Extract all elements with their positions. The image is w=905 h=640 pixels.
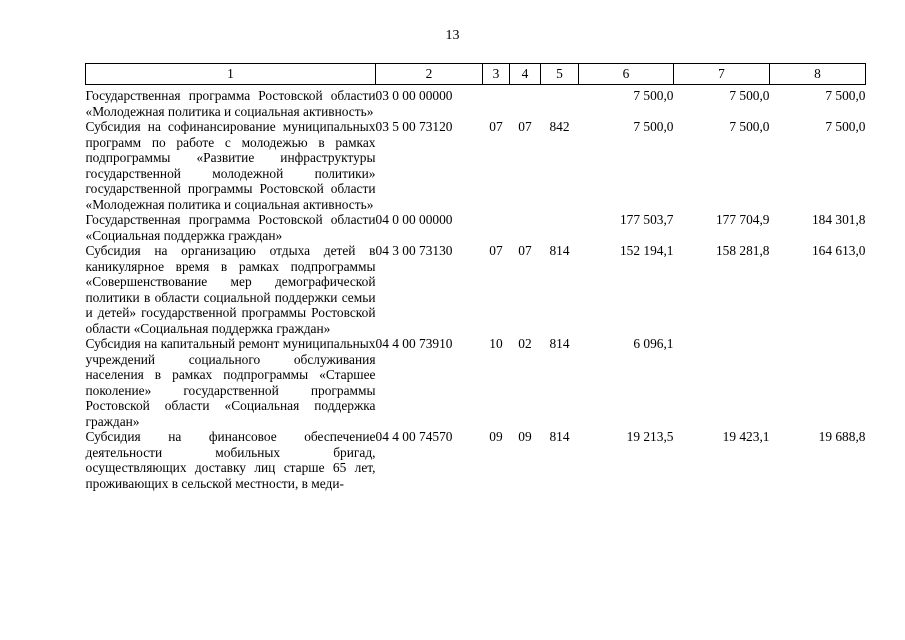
row-expense-type xyxy=(541,212,579,243)
row-value-6: 177 503,7 xyxy=(619,212,674,227)
row-value-6: 7 500,0 xyxy=(633,119,674,134)
row-code: 03 5 00 73120 xyxy=(375,119,453,134)
budget-table xyxy=(85,63,866,491)
row-value-6: 6 096,1 xyxy=(633,336,674,351)
row-value-8: 164 613,0 xyxy=(811,243,866,258)
row-name: Субсидия на организацию отдыха детей в каникулярное время в рамках подпрограммы «Совершенствование мер демографической политики в области социальной поддержки семьи и детей» государственной программы Ростовской области «Социальная поддержка граждан» xyxy=(85,243,376,336)
row-code: 04 0 00 00000 xyxy=(375,212,453,227)
row-value-7: 177 704,9 xyxy=(715,212,770,227)
header-col-1: 1 xyxy=(86,64,376,85)
row-value-7: 19 423,1 xyxy=(722,429,770,444)
row-subsection xyxy=(510,85,541,120)
row-value-7: 158 281,8 xyxy=(715,243,770,258)
row-section xyxy=(483,212,510,243)
table-row xyxy=(86,429,866,491)
row-value-7 xyxy=(674,336,770,429)
row-name: Субсидия на капитальный ремонт муниципальных учреждений социального обслуживания населения в рамках подпрограммы «Старшее поколение» государственной программы Ростовской области «Социальная поддержка граждан» xyxy=(85,336,376,429)
row-subsection: 07 xyxy=(518,119,532,134)
header-col-6: 6 xyxy=(579,64,674,85)
row-section: 07 xyxy=(489,119,503,134)
table-row xyxy=(86,85,866,120)
header-col-7: 7 xyxy=(674,64,770,85)
header-row xyxy=(86,64,866,85)
row-code: 04 4 00 73910 xyxy=(375,336,453,351)
row-value-8: 184 301,8 xyxy=(811,212,866,227)
row-value-6: 7 500,0 xyxy=(633,88,674,103)
row-section: 07 xyxy=(489,243,503,258)
row-code: 04 3 00 73130 xyxy=(375,243,453,258)
row-expense-type: 814 xyxy=(549,243,570,258)
row-subsection xyxy=(510,212,541,243)
row-name: Субсидия на финансовое обеспечение деятельности мобильных бригад, осуществляющих доставку лиц старше 65 лет, проживающих в сельской местности, в меди- xyxy=(85,429,376,491)
table-row xyxy=(86,243,866,336)
row-expense-type: 814 xyxy=(549,429,570,444)
row-value-6: 19 213,5 xyxy=(626,429,674,444)
row-expense-type: 814 xyxy=(549,336,570,351)
row-code: 03 0 00 00000 xyxy=(375,88,453,103)
row-value-8 xyxy=(770,336,866,429)
row-value-8: 7 500,0 xyxy=(825,88,866,103)
row-expense-type xyxy=(541,85,579,120)
row-section: 10 xyxy=(489,336,503,351)
header-col-4: 4 xyxy=(510,64,541,85)
row-name: Субсидия на софинансирование муниципальных программ по работе с молодежью в рамках подпрограммы «Развитие инфраструктуры государственной молодежной политики» государственной программы Ростовской области «Молодежная политика и социальная активность» xyxy=(85,119,376,212)
header-col-8: 8 xyxy=(770,64,866,85)
row-expense-type: 842 xyxy=(549,119,570,134)
row-subsection: 09 xyxy=(518,429,532,444)
row-value-7: 7 500,0 xyxy=(729,88,770,103)
row-value-6: 152 194,1 xyxy=(619,243,674,258)
row-subsection: 02 xyxy=(518,336,532,351)
row-section: 09 xyxy=(489,429,503,444)
table-row xyxy=(86,336,866,429)
header-col-5: 5 xyxy=(541,64,579,85)
row-name: Государственная программа Ростовской области «Молодежная политика и социальная активность» xyxy=(85,88,376,119)
row-name: Государственная программа Ростовской области «Социальная поддержка граждан» xyxy=(85,212,376,243)
header-col-2: 2 xyxy=(376,64,483,85)
row-value-8: 7 500,0 xyxy=(825,119,866,134)
row-value-8: 19 688,8 xyxy=(818,429,866,444)
row-code: 04 4 00 74570 xyxy=(375,429,453,444)
table-row xyxy=(86,119,866,212)
row-subsection: 07 xyxy=(518,243,532,258)
row-value-7: 7 500,0 xyxy=(729,119,770,134)
header-col-3: 3 xyxy=(483,64,510,85)
page-number: 13 xyxy=(445,28,460,43)
table-row xyxy=(86,212,866,243)
row-section xyxy=(483,85,510,120)
